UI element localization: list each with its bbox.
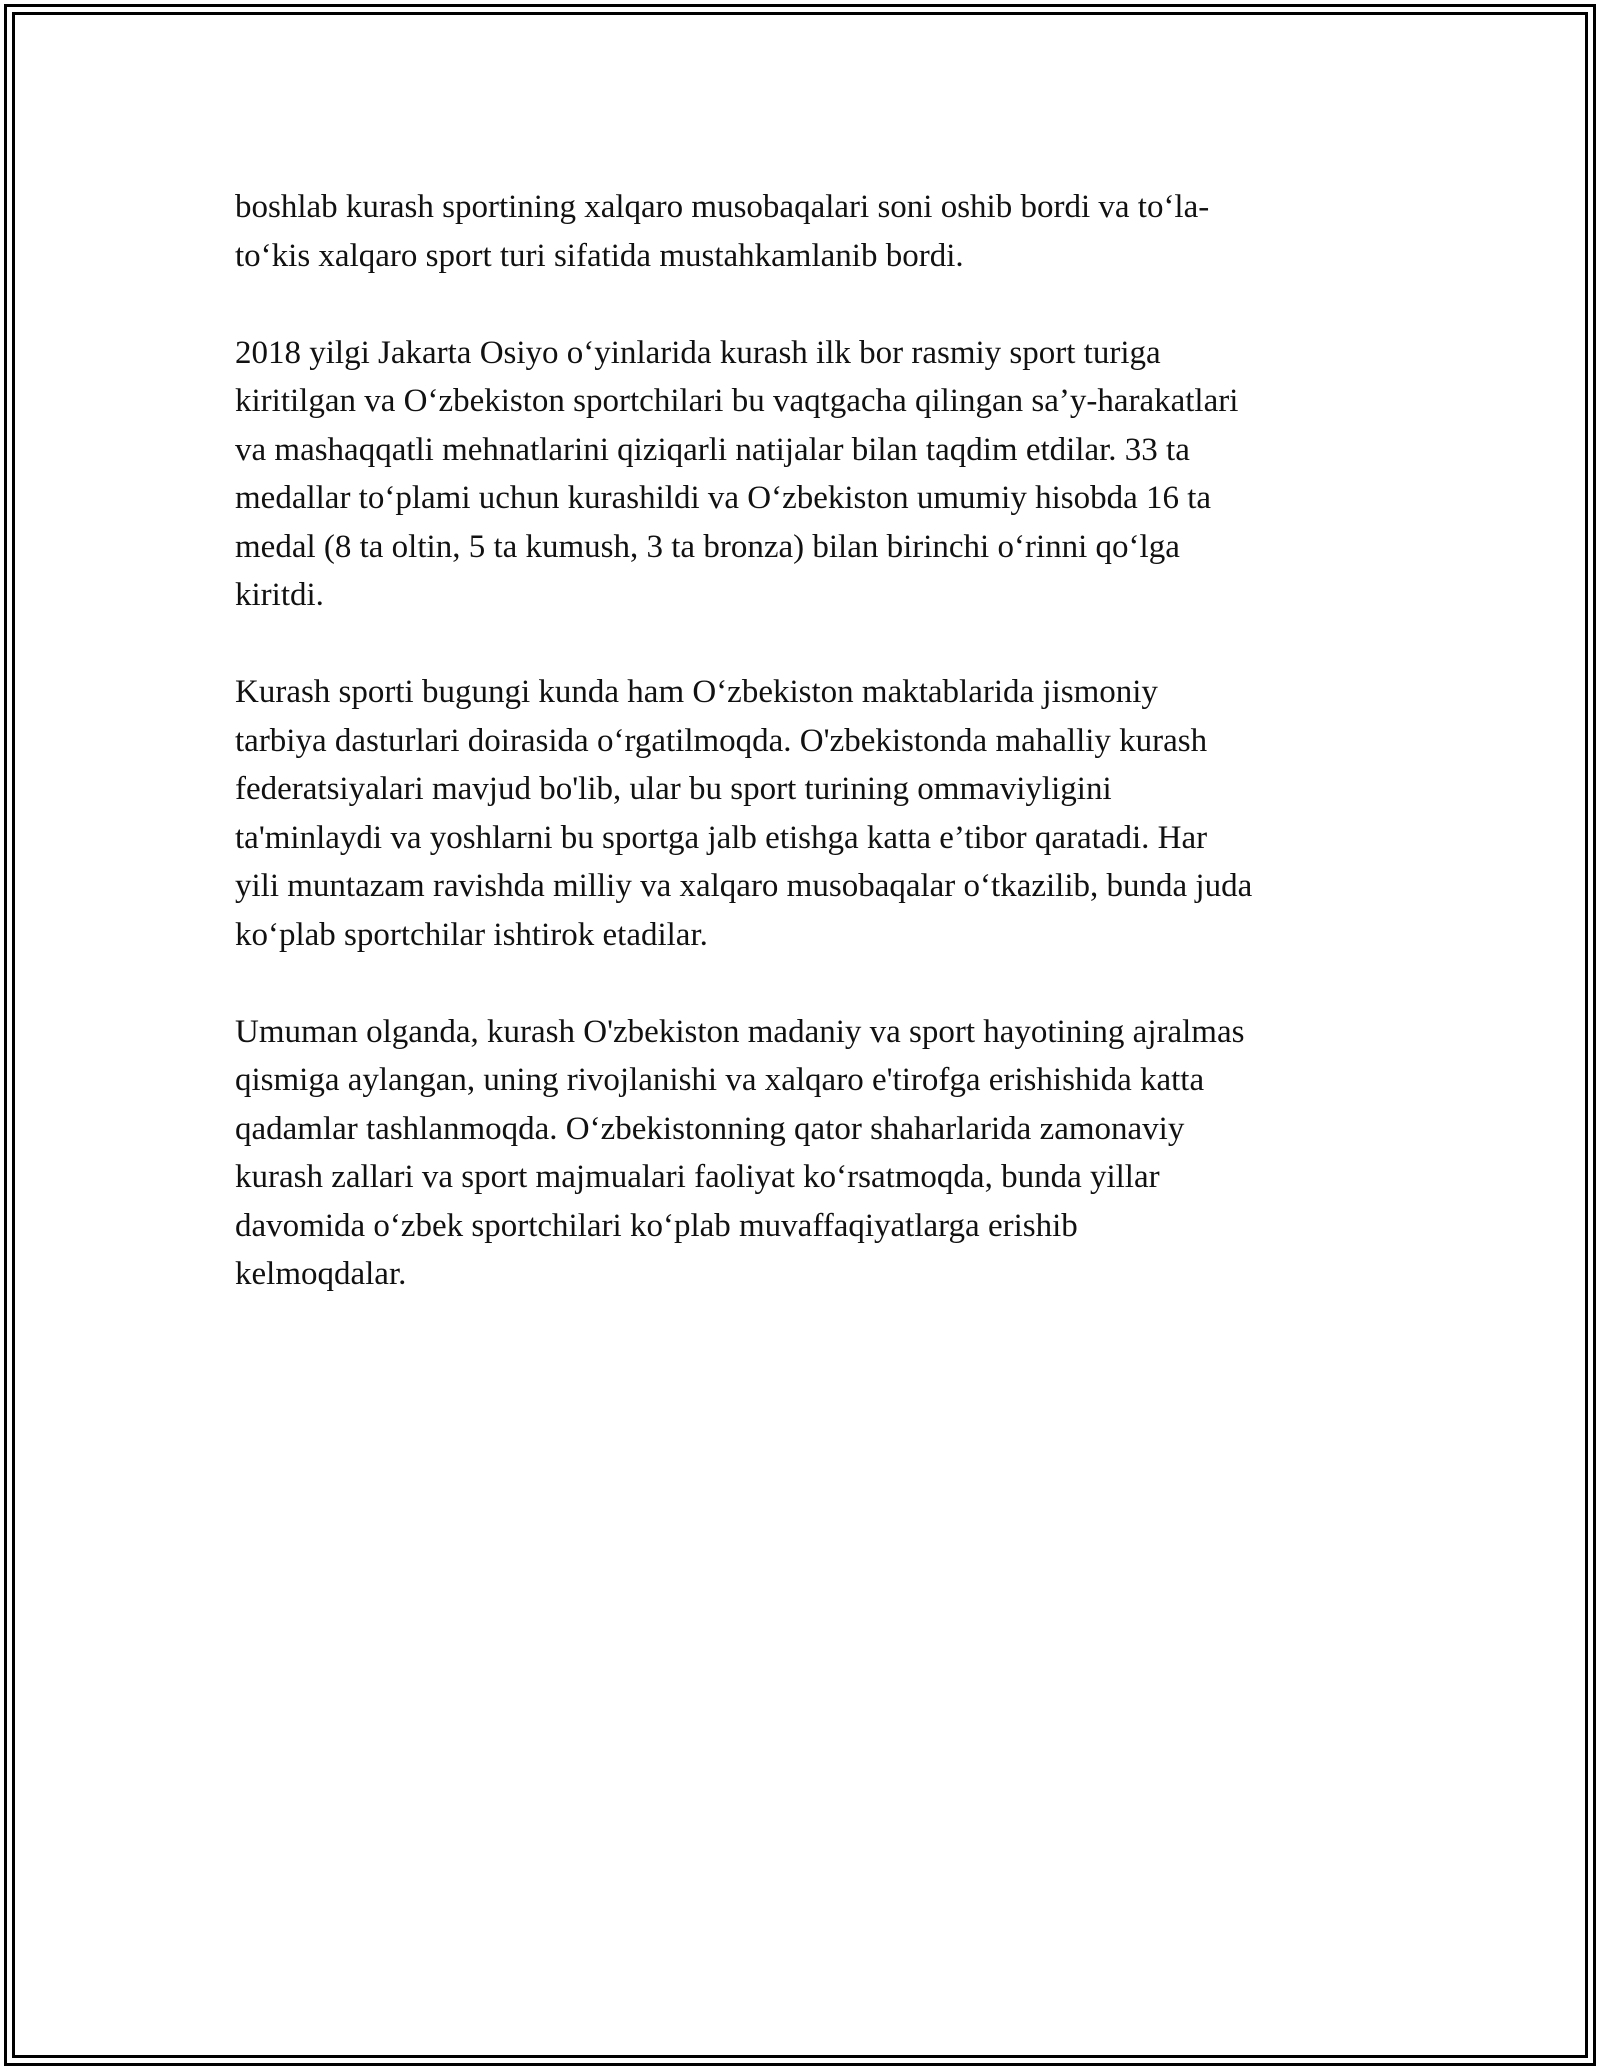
text-line: kiritdi. bbox=[235, 577, 324, 613]
text-line: Kurash sporti bugungi kunda ham O‘zbekiston maktablarida jismoniy bbox=[235, 674, 1158, 710]
text-line: ta'minlaydi va yoshlarni bu sportga jalb etishga katta e’tibor qaratadi. Har bbox=[235, 819, 1208, 856]
paragraph-3 bbox=[235, 668, 1385, 959]
text-line: to‘kis xalqaro sport turi sifatida mustahkamlanib bordi. bbox=[235, 237, 964, 274]
text-line: tarbiya dasturlari doirasida o‘rgatilmoqda. O'zbekistonda mahalliy kurash bbox=[235, 722, 1208, 759]
text-line: qismiga aylangan, uning rivojlanishi va xalqaro e'tirofga erishishida katta bbox=[235, 1062, 1205, 1098]
text-line: 2018 yilgi Jakarta Osiyo o‘yinlarida kurash ilk bor rasmiy sport turiga bbox=[235, 334, 1161, 371]
text-line: kiritilgan va O‘zbekiston sportchilari bu vaqtgacha qilingan sa’y-harakatlari bbox=[235, 383, 1239, 419]
text-line: kurash zallari va sport majmualari faoliyat ko‘rsatmoqda, bunda yillar bbox=[235, 1159, 1160, 1195]
paragraph-2 bbox=[235, 329, 1385, 620]
text-line: boshlab kurash sportining xalqaro musobaqalari soni oshib bordi va to‘la- bbox=[235, 189, 1210, 225]
text-line: ko‘plab sportchilar ishtirok etadilar. bbox=[235, 916, 708, 953]
document-body bbox=[235, 183, 1385, 1347]
text-line: qadamlar tashlanmoqda. O‘zbekistonning qator shaharlarida zamonaviy bbox=[235, 1110, 1185, 1147]
text-line: kelmoqdalar. bbox=[235, 1256, 407, 1292]
text-line: federatsiyalari mavjud bo'lib, ular bu sport turining ommaviyligini bbox=[235, 771, 1112, 807]
paragraph-4 bbox=[235, 1008, 1385, 1299]
text-line: Umuman olganda, kurash O'zbekiston madaniy va sport hayotining ajralmas bbox=[235, 1013, 1245, 1050]
text-line: davomida o‘zbek sportchilari ko‘plab muvaffaqiyatlarga erishib bbox=[235, 1207, 1078, 1244]
text-line: medal (8 ta oltin, 5 ta kumush, 3 ta bronza) bilan birinchi o‘rinni qo‘lga bbox=[235, 528, 1180, 565]
paragraph-1 bbox=[235, 183, 1385, 280]
text-line: medallar to‘plami uchun kurashildi va O‘zbekiston umumiy hisobda 16 ta bbox=[235, 480, 1212, 516]
text-line: yili muntazam ravishda milliy va xalqaro musobaqalar o‘tkazilib, bunda juda bbox=[235, 868, 1253, 904]
text-line: va mashaqqatli mehnatlarini qiziqarli natijalar bilan taqdim etdilar. 33 ta bbox=[235, 431, 1190, 468]
